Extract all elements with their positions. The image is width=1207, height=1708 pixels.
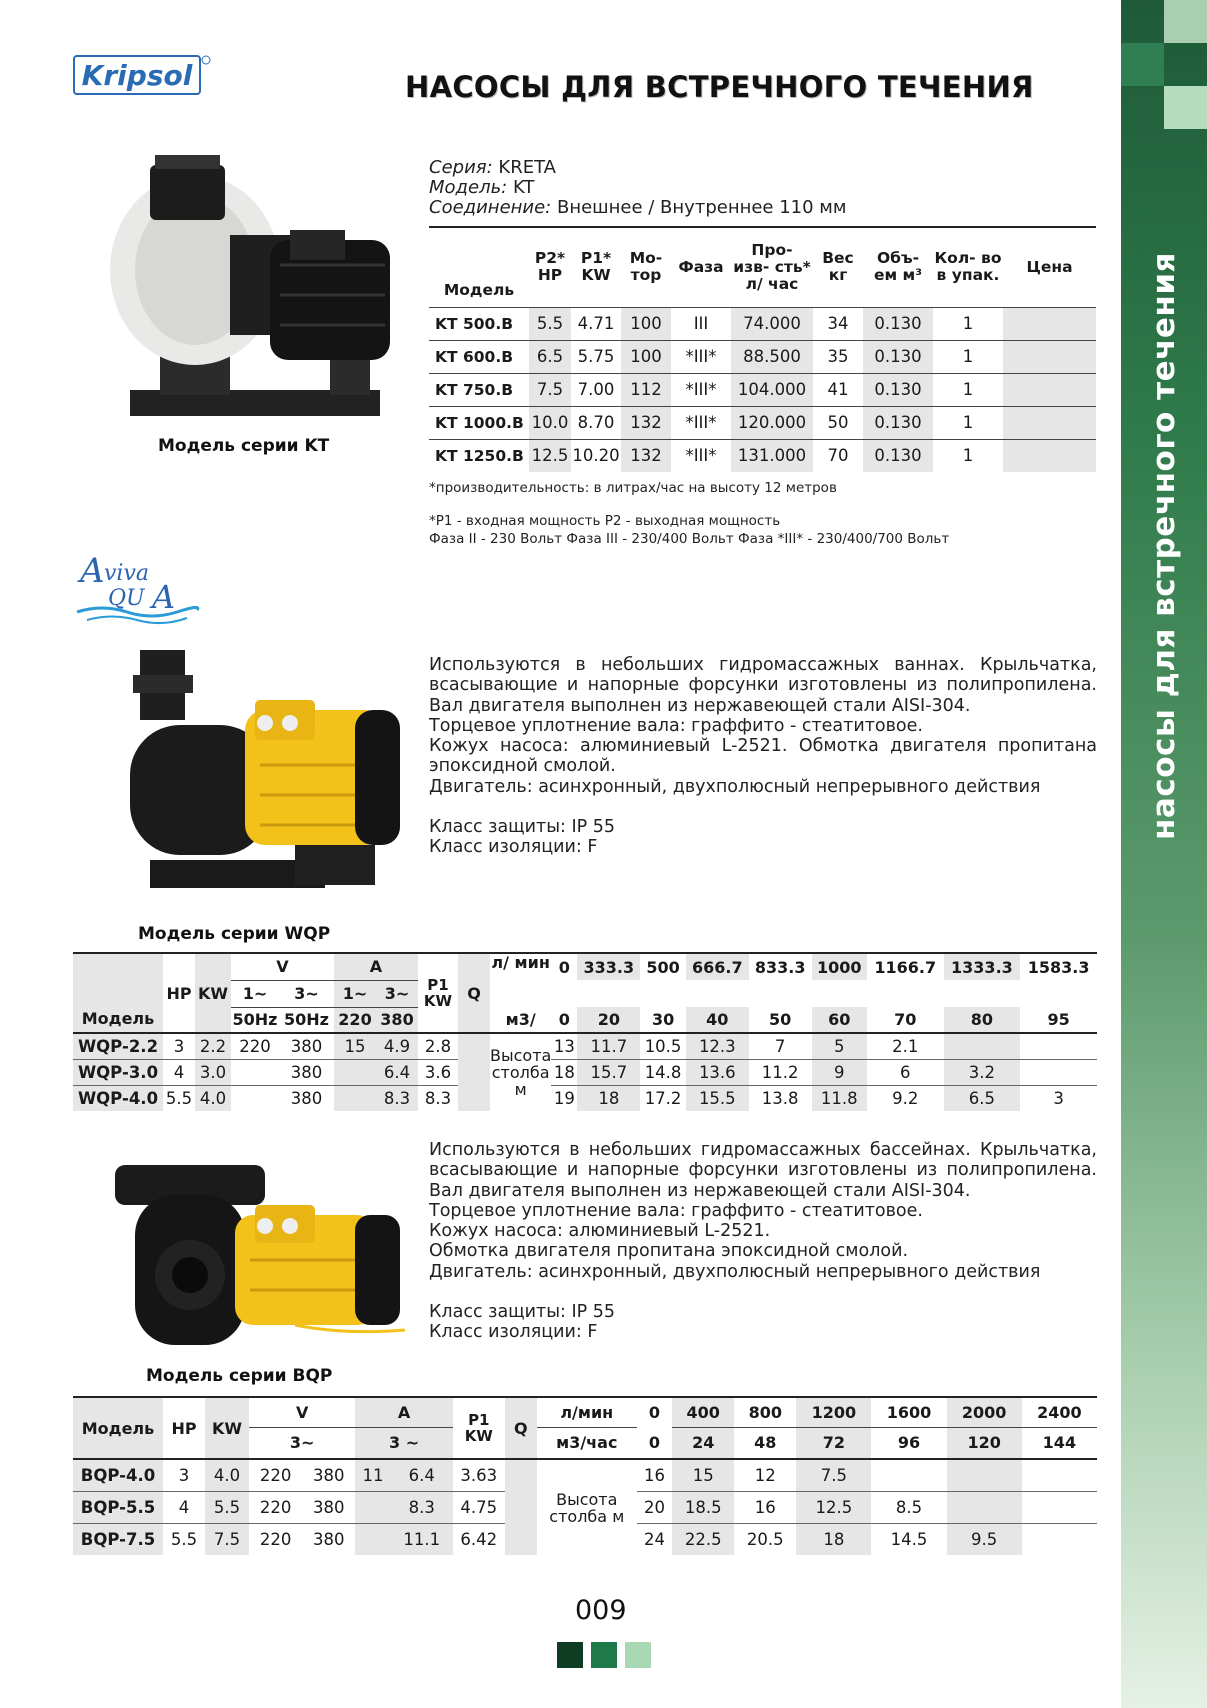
bqp-desc-motor: Двигатель: асинхронный, двухполюсный непрерывного действия bbox=[429, 1261, 1041, 1282]
wqp-flow-m3: 80 bbox=[944, 1007, 1021, 1033]
bqp-flow-m3: 24 bbox=[672, 1427, 734, 1459]
kt-cell: 0.130 bbox=[863, 406, 933, 439]
wqp-flow-m3: 0 bbox=[558, 1010, 570, 1029]
wqp-head-value: 19 bbox=[553, 1088, 575, 1108]
svg-text:Kripsol: Kripsol bbox=[81, 59, 193, 92]
bqp-col-m3: м3/час bbox=[556, 1433, 618, 1453]
footer-square-mid bbox=[591, 1642, 617, 1668]
kt-caption: Модель серии KT bbox=[158, 436, 330, 456]
wqp-model-cell: WQP-2.2 bbox=[73, 1033, 163, 1059]
wqp-spec-table bbox=[73, 952, 1097, 1111]
kt-cell: 1 bbox=[933, 439, 1003, 472]
bqp-head-value bbox=[947, 1491, 1022, 1523]
wqp-a1-cell bbox=[334, 1059, 376, 1085]
kt-col-capacity: Про- изв- сть* л/ час bbox=[731, 227, 813, 307]
kt-cell: 100 bbox=[621, 307, 671, 340]
wqp-head-value: 7 bbox=[774, 1036, 786, 1056]
bqp-caption: Модель серии BQP bbox=[146, 1366, 333, 1386]
wqp-a1-cell: 15 bbox=[334, 1033, 376, 1059]
wqp-head-value: 14.8 bbox=[644, 1062, 682, 1082]
wqp-kw-cell: 4.0 bbox=[195, 1085, 231, 1111]
wqp-flow-m3: 95 bbox=[1047, 1010, 1070, 1029]
bqp-head-value: 22.5 bbox=[672, 1523, 734, 1555]
kt-model-cell: KT 1000.B bbox=[429, 406, 529, 439]
kt-cell: 0.130 bbox=[863, 373, 933, 406]
bqp-desc-seal: Торцевое уплотнение вала: граффито - стеатитовое. bbox=[429, 1200, 923, 1221]
kt-cell: 34 bbox=[813, 307, 863, 340]
bqp-head-value bbox=[1022, 1491, 1097, 1523]
wqp-model-cell: WQP-4.0 bbox=[73, 1085, 163, 1111]
bqp-p1-cell: 6.42 bbox=[460, 1529, 498, 1549]
bqp-spec-table bbox=[73, 1396, 1097, 1555]
svg-text:viva: viva bbox=[104, 561, 150, 586]
wqp-head-value: 11.7 bbox=[577, 1033, 640, 1059]
wqp-flow-m3: 60 bbox=[812, 1007, 867, 1033]
bqp-v1-cell: 220 bbox=[259, 1497, 292, 1517]
wqp-table-row bbox=[73, 1085, 1097, 1111]
wqp-head-label: Высота столба м bbox=[490, 1046, 552, 1099]
kt-model-cell: KT 600.B bbox=[429, 340, 529, 373]
wqp-head-value: 17.2 bbox=[644, 1088, 682, 1108]
kt-cell: 0.130 bbox=[863, 439, 933, 472]
aviva-aqua-logo bbox=[72, 550, 202, 625]
wqp-a220: 220 bbox=[334, 1007, 376, 1033]
kt-cell: 70 bbox=[813, 439, 863, 472]
kt-cell: 10.0 bbox=[529, 406, 571, 439]
kt-cell: 5.5 bbox=[529, 307, 571, 340]
kt-cell: 132 bbox=[621, 439, 671, 472]
wqp-a1-cell bbox=[334, 1085, 376, 1111]
bqp-head-value: 14.5 bbox=[890, 1529, 928, 1549]
wqp-head-value bbox=[1020, 1059, 1097, 1085]
wqp-v3-cell: 380 bbox=[290, 1088, 323, 1108]
kt-model-cell: KT 500.B bbox=[429, 307, 529, 340]
wqp-protection-class: Класс защиты: IP 55 bbox=[429, 817, 616, 838]
kt-cell: 7.5 bbox=[529, 373, 571, 406]
kt-table-row bbox=[429, 373, 1096, 406]
footer-square-dark bbox=[557, 1642, 583, 1668]
kt-cell: *III* bbox=[671, 340, 731, 373]
kt-series-label: Серия: bbox=[429, 157, 493, 178]
wqp-col-v3: 3~ bbox=[279, 980, 334, 1007]
kt-cell: 7.00 bbox=[571, 373, 621, 406]
bqp-col-a3: 3 ~ bbox=[355, 1427, 452, 1459]
svg-text:A: A bbox=[152, 578, 176, 616]
bqp-description bbox=[429, 1140, 1097, 1343]
wqp-q-cell bbox=[458, 1033, 490, 1111]
kt-col-p2: P2* HP bbox=[529, 227, 571, 307]
wqp-head-value: 13 bbox=[553, 1036, 575, 1056]
bqp-v1-cell: 220 bbox=[259, 1465, 292, 1485]
bqp-head-value bbox=[947, 1459, 1022, 1491]
kt-cell: 112 bbox=[621, 373, 671, 406]
sidebar-square-1 bbox=[1164, 0, 1207, 43]
wqp-col-a3: 3~ bbox=[376, 980, 418, 1007]
wqp-v1-cell: 220 bbox=[239, 1036, 271, 1056]
kt-cell: 0.130 bbox=[863, 340, 933, 373]
bqp-head-value: 20 bbox=[644, 1497, 665, 1517]
kt-cell: 41 bbox=[813, 373, 863, 406]
wqp-desc-seal: Торцевое уплотнение вала: граффито - стеатитовое. bbox=[429, 715, 923, 736]
bqp-flow-lmin: 2400 bbox=[1022, 1397, 1097, 1427]
bqp-flow-lmin: 400 bbox=[672, 1397, 734, 1427]
kt-table-row bbox=[429, 340, 1096, 373]
wqp-hp-cell: 4 bbox=[173, 1062, 185, 1082]
wqp-col-a: A bbox=[334, 953, 418, 980]
wqp-head-value: 15.7 bbox=[577, 1059, 640, 1085]
wqp-caption: Модель серии WQP bbox=[138, 924, 331, 944]
kt-pump-image bbox=[100, 155, 400, 425]
bqp-flow-m3: 48 bbox=[754, 1433, 777, 1453]
wqp-table-row bbox=[73, 1059, 1097, 1085]
bqp-head-value bbox=[1022, 1459, 1097, 1491]
bqp-head-value: 8.5 bbox=[895, 1497, 923, 1517]
bqp-flow-m3: 96 bbox=[897, 1433, 921, 1453]
wqp-flow-m3: 30 bbox=[651, 1010, 675, 1029]
svg-text:QU: QU bbox=[108, 586, 145, 611]
bqp-v2-cell: 380 bbox=[312, 1529, 345, 1549]
wqp-col-lmin: л/ мин bbox=[491, 953, 550, 972]
wqp-flow-lmin: 1166.7 bbox=[874, 957, 937, 977]
wqp-col-a1: 1~ bbox=[334, 980, 376, 1007]
kt-series-line bbox=[429, 158, 556, 178]
kt-cell: 10.20 bbox=[571, 439, 621, 472]
bqp-head-value: 16 bbox=[754, 1497, 776, 1517]
bqp-head-value: 12.5 bbox=[796, 1491, 871, 1523]
wqp-flow-lmin: 0 bbox=[558, 957, 570, 977]
wqp-head-value: 5 bbox=[812, 1033, 867, 1059]
kt-cell: 5.75 bbox=[571, 340, 621, 373]
wqp-a3-cell: 6.4 bbox=[376, 1059, 418, 1085]
wqp-flow-m3: 70 bbox=[894, 1010, 917, 1029]
bqp-head-value bbox=[1022, 1523, 1097, 1555]
bqp-protection-class: Класс защиты: IP 55 bbox=[429, 1302, 616, 1323]
wqp-flow-lmin: 1583.3 bbox=[1027, 957, 1090, 977]
kt-col-model: Модель bbox=[429, 227, 529, 307]
wqp-head-value: 9 bbox=[812, 1059, 867, 1085]
kt-connection-label: Соединение: bbox=[429, 197, 552, 218]
kt-cell: 6.5 bbox=[529, 340, 571, 373]
page-number: 009 bbox=[575, 1595, 627, 1626]
bqp-col-lmin: л/мин bbox=[537, 1397, 637, 1427]
kt-cell: 132 bbox=[621, 406, 671, 439]
bqp-head-value: 18 bbox=[796, 1523, 871, 1555]
kt-table-row bbox=[429, 406, 1096, 439]
wqp-flow-lmin: 333.3 bbox=[577, 953, 640, 980]
sidebar-square-3 bbox=[1164, 86, 1207, 129]
wqp-desc-housing: Кожух насоса: алюминиевый L-2521. Обмотка двигателя пропитана эпоксидной смолой. bbox=[429, 736, 1097, 777]
bqp-pump-image bbox=[115, 1160, 405, 1360]
wqp-head-value: 6 bbox=[899, 1062, 911, 1082]
wqp-flow-m3: 20 bbox=[577, 1007, 640, 1033]
wqp-col-m3: м3/ bbox=[505, 1010, 536, 1029]
wqp-head-value bbox=[944, 1033, 1021, 1059]
wqp-description bbox=[429, 655, 1097, 858]
bqp-head-value: 7.5 bbox=[796, 1459, 871, 1491]
wqp-kw-cell: 3.0 bbox=[195, 1059, 231, 1085]
kt-cell bbox=[1003, 307, 1096, 340]
kt-cell bbox=[1003, 406, 1096, 439]
kt-cell: 100 bbox=[621, 340, 671, 373]
bqp-hp-cell: 5.5 bbox=[170, 1529, 198, 1549]
sidebar-square-2 bbox=[1121, 43, 1164, 86]
bqp-a1-cell: 11 bbox=[355, 1459, 390, 1491]
bqp-col-v: V bbox=[249, 1397, 355, 1427]
wqp-a380: 380 bbox=[376, 1007, 418, 1033]
kt-cell: *III* bbox=[671, 439, 731, 472]
bqp-col-model: Модель bbox=[73, 1397, 163, 1459]
sidebar-title: насосы для встречного течения bbox=[1146, 252, 1182, 840]
bqp-head-value: 9.5 bbox=[947, 1523, 1022, 1555]
kt-col-phase: Фаза bbox=[671, 227, 731, 307]
kt-spec-table bbox=[429, 226, 1096, 472]
wqp-col-q: Q bbox=[458, 953, 490, 1033]
bqp-p1-cell: 3.63 bbox=[460, 1465, 498, 1485]
bqp-v2-cell: 380 bbox=[312, 1465, 345, 1485]
kt-col-weight: Вес кг bbox=[813, 227, 863, 307]
bqp-head-value: 12 bbox=[754, 1465, 776, 1485]
kt-cell: III bbox=[671, 307, 731, 340]
wqp-desc-intro: Используются в небольших гидромассажных ваннах. Крыльчатка, всасывающие и напорные форсунки изготовлены из полипропилена. Вал двигателя выполнен из нержавеющей стали AISI-304. bbox=[429, 655, 1097, 716]
bqp-head-value: 16 bbox=[644, 1465, 665, 1485]
kt-col-volume: Объ- ем м³ bbox=[863, 227, 933, 307]
page-title: НАСОСЫ ДЛЯ ВСТРЕЧНОГО ТЕЧЕНИЯ bbox=[405, 70, 1034, 104]
wqp-table-row bbox=[73, 1033, 1097, 1059]
wqp-hz2: 50Hz bbox=[284, 1010, 329, 1030]
kt-cell: *III* bbox=[671, 373, 731, 406]
kt-cell: 104.000 bbox=[731, 373, 813, 406]
bqp-col-p1: P1 KW bbox=[464, 1411, 493, 1445]
kt-cell: 50 bbox=[813, 406, 863, 439]
wqp-head-value: 11.2 bbox=[761, 1062, 799, 1082]
wqp-p1-cell: 3.6 bbox=[424, 1062, 452, 1082]
wqp-flow-m3: 40 bbox=[686, 1007, 749, 1033]
bqp-a1-cell bbox=[355, 1523, 390, 1555]
kt-note-phase: Фаза II - 230 Вольт Фаза III - 230/400 Вольт Фаза *III* - 230/400/700 Вольт bbox=[429, 531, 950, 547]
wqp-head-value: 11.8 bbox=[812, 1085, 867, 1111]
bqp-col-a: A bbox=[355, 1397, 452, 1427]
bqp-flow-m3: 0 bbox=[648, 1433, 661, 1452]
kt-series-value: KRETA bbox=[492, 157, 556, 178]
wqp-col-hp: HP bbox=[166, 983, 192, 1003]
wqp-a3-cell: 4.9 bbox=[376, 1033, 418, 1059]
footer-square-light bbox=[625, 1642, 651, 1668]
wqp-head-value: 2.1 bbox=[892, 1036, 919, 1056]
bqp-head-value: 15 bbox=[672, 1459, 734, 1491]
kt-cell: 1 bbox=[933, 307, 1003, 340]
wqp-hz1: 50Hz bbox=[232, 1010, 278, 1030]
wqp-a3-cell: 8.3 bbox=[376, 1085, 418, 1111]
wqp-col-v: V bbox=[231, 953, 334, 980]
wqp-p1-cell: 8.3 bbox=[424, 1088, 452, 1108]
kripsol-logo bbox=[72, 52, 212, 96]
wqp-col-v1: 1~ bbox=[231, 980, 279, 1007]
bqp-flow-lmin: 1600 bbox=[871, 1397, 946, 1427]
wqp-head-value: 18 bbox=[553, 1062, 575, 1082]
wqp-head-value: 10.5 bbox=[644, 1036, 682, 1056]
wqp-v1-cell bbox=[231, 1085, 279, 1111]
kt-col-motor: Мо- тор bbox=[621, 227, 671, 307]
bqp-a2-cell: 6.4 bbox=[391, 1459, 453, 1491]
wqp-kw-cell: 2.2 bbox=[195, 1033, 231, 1059]
bqp-desc-housing: Кожух насоса: алюминиевый L-2521. bbox=[429, 1221, 771, 1242]
kt-note-power: *P1 - входная мощность P2 - выходная мощность bbox=[429, 513, 781, 529]
wqp-pump-image bbox=[115, 645, 405, 905]
wqp-p1-cell: 2.8 bbox=[424, 1036, 452, 1056]
kt-connection-value: Внешнее / Внутреннее 110 мм bbox=[551, 197, 847, 218]
wqp-model-cell: WQP-3.0 bbox=[73, 1059, 163, 1085]
kt-cell: 1 bbox=[933, 340, 1003, 373]
kt-cell: 4.71 bbox=[571, 307, 621, 340]
kt-cell: 0.130 bbox=[863, 307, 933, 340]
bqp-col-kw: KW bbox=[205, 1397, 249, 1459]
kt-col-price: Цена bbox=[1003, 227, 1096, 307]
bqp-head-value: 18.5 bbox=[672, 1491, 734, 1523]
kt-col-p1: P1* KW bbox=[571, 227, 621, 307]
bqp-col-hp: HP bbox=[171, 1418, 197, 1438]
bqp-head-value: 20.5 bbox=[746, 1529, 784, 1549]
bqp-flow-lmin: 1200 bbox=[796, 1397, 871, 1427]
kt-connection-line bbox=[429, 198, 846, 218]
bqp-desc-winding: Обмотка двигателя пропитана эпоксидной смолой. bbox=[429, 1241, 909, 1262]
bqp-a2-cell: 8.3 bbox=[391, 1491, 453, 1523]
bqp-p1-cell: 4.75 bbox=[460, 1497, 498, 1517]
bqp-model-cell: BQP-7.5 bbox=[73, 1523, 163, 1555]
kt-model-line bbox=[429, 178, 534, 198]
kt-table-row bbox=[429, 307, 1096, 340]
wqp-desc-motor: Двигатель: асинхронный, двухполюсный непрерывного действия bbox=[429, 776, 1041, 797]
wqp-col-p1: P1 KW bbox=[423, 976, 453, 1010]
bqp-insulation-class: Класс изоляции: F bbox=[429, 1322, 598, 1343]
bqp-model-cell: BQP-4.0 bbox=[73, 1459, 163, 1491]
kt-model-value: KT bbox=[507, 177, 535, 198]
wqp-head-value: 13.6 bbox=[686, 1059, 749, 1085]
bqp-model-cell: BQP-5.5 bbox=[73, 1491, 163, 1523]
wqp-head-value: 6.5 bbox=[944, 1085, 1021, 1111]
bqp-kw-cell: 4.0 bbox=[205, 1459, 249, 1491]
kt-cell: 1 bbox=[933, 373, 1003, 406]
wqp-v1-cell bbox=[231, 1059, 279, 1085]
bqp-flow-m3: 120 bbox=[947, 1427, 1022, 1459]
kt-cell: 131.000 bbox=[731, 439, 813, 472]
wqp-insulation-class: Класс изоляции: F bbox=[429, 837, 598, 858]
wqp-v3-cell: 380 bbox=[290, 1062, 323, 1082]
bqp-col-q: Q bbox=[505, 1397, 537, 1459]
bqp-flow-lmin: 800 bbox=[734, 1397, 796, 1427]
kt-col-qty: Кол- во в упак. bbox=[933, 227, 1003, 307]
bqp-kw-cell: 7.5 bbox=[205, 1523, 249, 1555]
wqp-hp-cell: 5.5 bbox=[165, 1088, 193, 1108]
wqp-head-value: 18 bbox=[577, 1085, 640, 1111]
wqp-flow-lmin: 1000 bbox=[812, 953, 867, 980]
wqp-flow-lmin: 833.3 bbox=[754, 957, 806, 977]
kt-model-cell: KT 750.B bbox=[429, 373, 529, 406]
bqp-table-row bbox=[73, 1459, 1097, 1491]
bqp-flow-m3: 144 bbox=[1042, 1433, 1077, 1453]
wqp-flow-lmin: 1333.3 bbox=[944, 953, 1021, 980]
bqp-v1-cell: 220 bbox=[259, 1529, 292, 1549]
wqp-col-kw: KW bbox=[195, 953, 231, 1033]
bqp-v2-cell: 380 bbox=[312, 1497, 345, 1517]
wqp-col-model: Модель bbox=[73, 953, 163, 1033]
bqp-head-value: 24 bbox=[644, 1529, 665, 1549]
bqp-flow-m3: 72 bbox=[796, 1427, 871, 1459]
bqp-flow-lmin: 0 bbox=[648, 1403, 661, 1422]
kt-cell: 1 bbox=[933, 406, 1003, 439]
wqp-flow-lmin: 500 bbox=[646, 957, 680, 977]
wqp-hp-cell: 3 bbox=[173, 1036, 185, 1056]
wqp-head-value: 9.2 bbox=[892, 1088, 919, 1108]
wqp-head-value: 3 bbox=[1053, 1088, 1064, 1108]
kt-cell: 88.500 bbox=[731, 340, 813, 373]
bqp-hp-cell: 3 bbox=[178, 1465, 190, 1485]
wqp-head-value: 13.8 bbox=[761, 1088, 799, 1108]
wqp-head-value: 3.2 bbox=[944, 1059, 1021, 1085]
kt-table-row bbox=[429, 439, 1096, 472]
bqp-flow-lmin: 2000 bbox=[947, 1397, 1022, 1427]
wqp-v3-cell: 380 bbox=[290, 1036, 323, 1056]
kt-cell: 35 bbox=[813, 340, 863, 373]
kt-model-label: Модель: bbox=[429, 177, 508, 198]
bqp-head-value bbox=[871, 1459, 946, 1491]
kt-note-capacity: *производительность: в литрах/час на высоту 12 метров bbox=[429, 480, 837, 496]
bqp-q-cell bbox=[505, 1459, 537, 1555]
bqp-a2-cell: 11.1 bbox=[391, 1523, 453, 1555]
bqp-kw-cell: 5.5 bbox=[205, 1491, 249, 1523]
kt-cell bbox=[1003, 373, 1096, 406]
wqp-head-value bbox=[1020, 1033, 1097, 1059]
wqp-flow-lmin: 666.7 bbox=[686, 953, 749, 980]
bqp-head-label: Высота столба м bbox=[549, 1489, 625, 1526]
kt-cell: *III* bbox=[671, 406, 731, 439]
wqp-flow-m3: 50 bbox=[769, 1010, 792, 1029]
kt-cell bbox=[1003, 439, 1096, 472]
bqp-col-v3: 3~ bbox=[289, 1433, 315, 1453]
wqp-head-value: 15.5 bbox=[686, 1085, 749, 1111]
kt-cell: 120.000 bbox=[731, 406, 813, 439]
kt-cell bbox=[1003, 340, 1096, 373]
bqp-a1-cell bbox=[355, 1491, 390, 1523]
kt-model-cell: KT 1250.B bbox=[429, 439, 529, 472]
bqp-desc-intro: Используются в небольших гидромассажных бассейнах. Крыльчатка, всасывающие и напорные форсунки изготовлены из полипропилена. Вал двигателя выполнен из нержавеющей стали AISI-304. bbox=[429, 1140, 1097, 1201]
svg-text:A: A bbox=[80, 551, 105, 591]
bqp-hp-cell: 4 bbox=[178, 1497, 190, 1517]
wqp-head-value: 12.3 bbox=[686, 1033, 749, 1059]
kt-cell: 12.5 bbox=[529, 439, 571, 472]
kt-cell: 8.70 bbox=[571, 406, 621, 439]
kt-cell: 74.000 bbox=[731, 307, 813, 340]
